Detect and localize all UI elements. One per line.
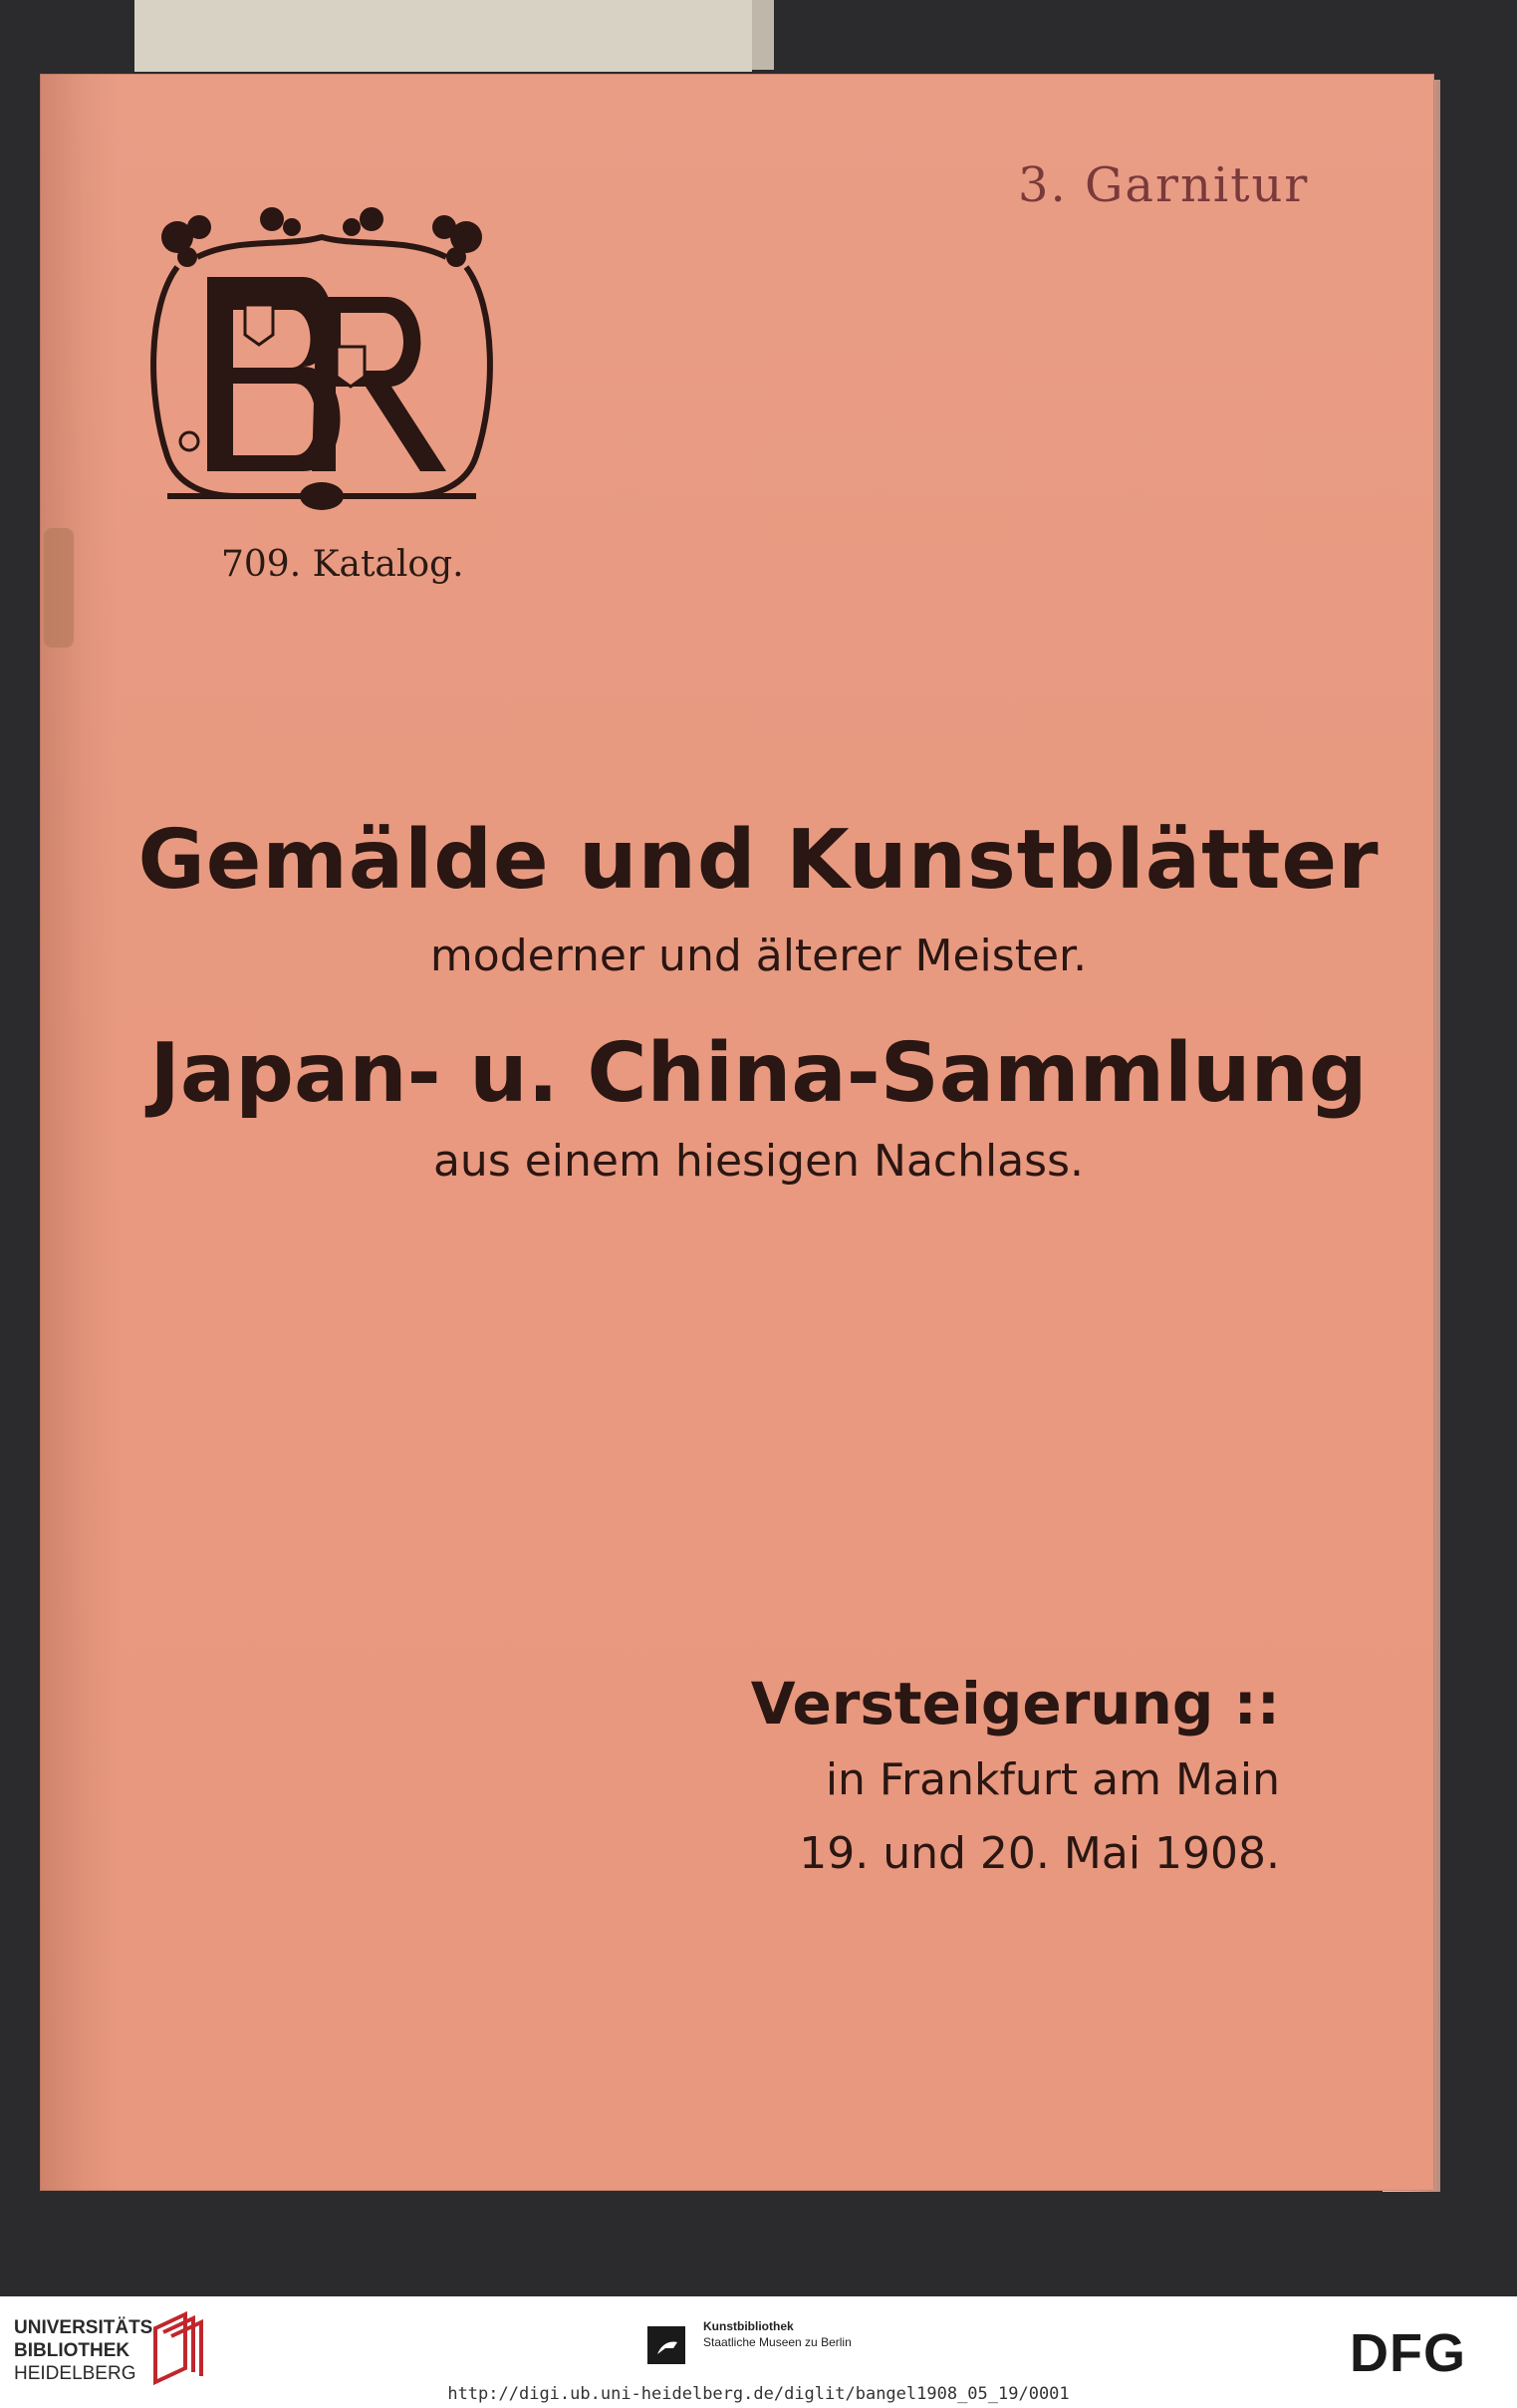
spine-stain bbox=[44, 528, 74, 648]
background-paper-edge bbox=[752, 0, 774, 70]
partner-subtitle: Staatliche Museen zu Berlin bbox=[703, 2335, 852, 2349]
library-line-3: HEIDELBERG bbox=[14, 2363, 136, 2384]
garnitur-stamp: 3. Garnitur bbox=[1018, 157, 1310, 213]
kunstbibliothek-logo[interactable] bbox=[647, 2326, 685, 2364]
auction-info bbox=[751, 1664, 1280, 1891]
university-library-name[interactable] bbox=[14, 2316, 159, 2385]
dfg-logo[interactable]: DFG bbox=[1350, 2323, 1466, 2383]
footer-bar bbox=[0, 2296, 1517, 2408]
second-subtitle: aus einem hiesigen Nachlass. bbox=[432, 1136, 1085, 1187]
partner-name: Kunstbibliothek bbox=[703, 2319, 794, 2333]
library-line-1: UNIVERSITÄTS- bbox=[14, 2317, 159, 2338]
university-library-logo[interactable] bbox=[149, 2308, 211, 2386]
permalink-url[interactable]: http://digi.ub.uni-heidelberg.de/diglit/bangel1908_05_19/0001 bbox=[447, 2384, 1070, 2404]
catalog-number: 709. Katalog. bbox=[221, 544, 464, 585]
kunstbibliothek-name[interactable] bbox=[703, 2318, 852, 2350]
auction-heading: Versteigerung :: bbox=[750, 1670, 1280, 1738]
background-paper bbox=[134, 0, 752, 72]
main-subtitle: moderner und älterer Meister. bbox=[429, 931, 1088, 981]
second-title: Japan- u. China-Sammlung bbox=[149, 1026, 1368, 1121]
rb-monogram-emblem bbox=[137, 197, 506, 526]
auction-dates: 19. und 20. Mai 1908. bbox=[799, 1828, 1280, 1879]
main-title: Gemälde und Kunstblätter bbox=[137, 813, 1380, 908]
library-line-2: BIBLIOTHEK bbox=[14, 2340, 130, 2361]
spine-shadow bbox=[40, 74, 120, 2191]
auction-location: in Frankfurt am Main bbox=[825, 1754, 1280, 1805]
